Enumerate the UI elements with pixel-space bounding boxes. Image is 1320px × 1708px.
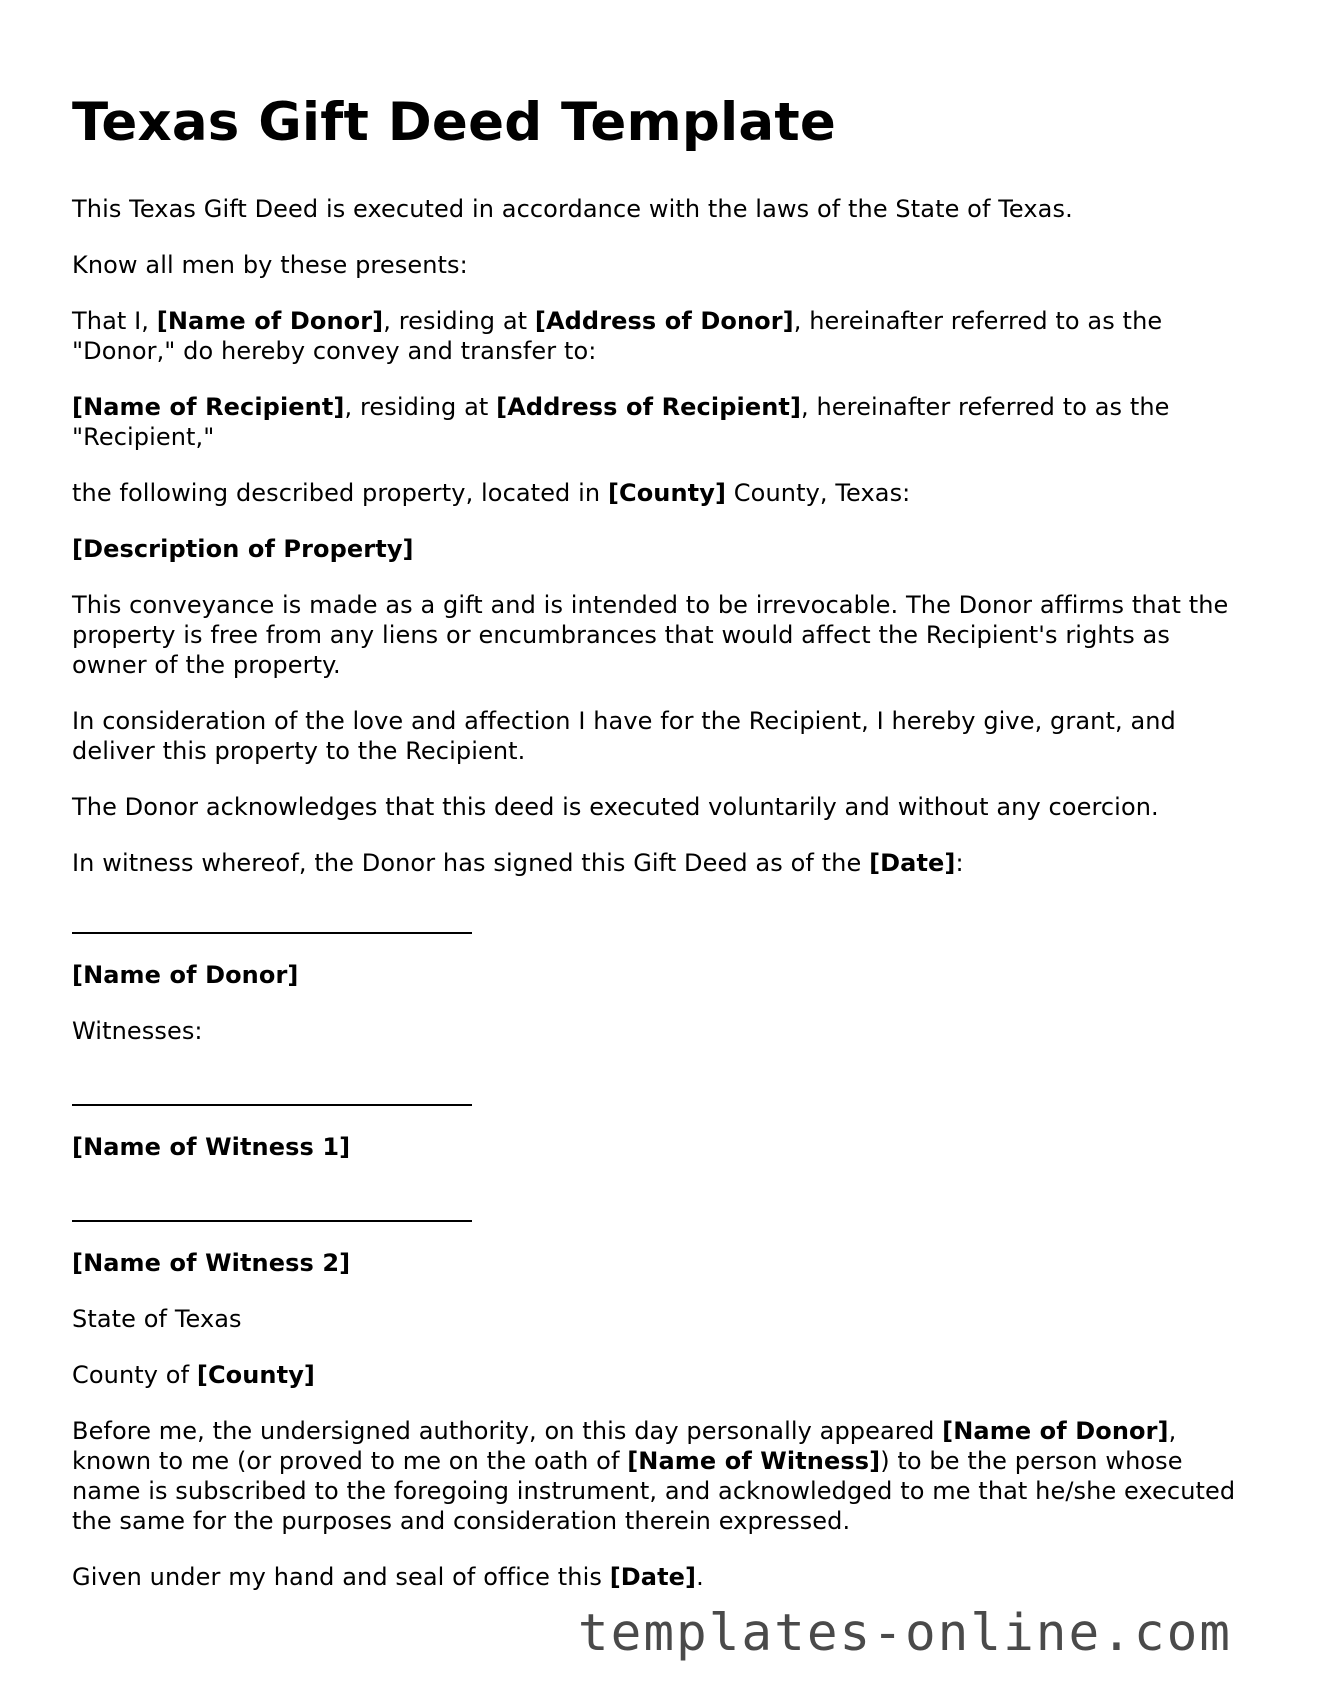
- page-title: Texas Gift Deed Template: [72, 92, 837, 153]
- witness-whereof-paragraph: In witness whereof, the Donor has signed this Gift Deed as of the [Date]:: [72, 849, 964, 877]
- recipient-name-field: [Name of Recipient]: [72, 393, 345, 421]
- recipient-address-field: [Address of Recipient]: [496, 393, 802, 421]
- gift-terms-paragraph: This conveyance is made as a gift and is intended to be irrevocable. The Donor affirms that the property is free from any liens or encumbrances that would affect the Recipient's rights as owner of the property.: [72, 591, 1229, 679]
- notary-donor-field: [Name of Donor]: [942, 1417, 1169, 1445]
- donor-name-field: [Name of Donor]: [156, 307, 384, 335]
- state-line: State of Texas: [72, 1305, 242, 1333]
- voluntary-paragraph: The Donor acknowledges that this deed is executed voluntarily and without any coercion.: [72, 793, 1159, 821]
- document-page: [72, 92, 1252, 1618]
- witness1-signature-name: [Name of Witness 1]: [72, 1133, 351, 1161]
- donor-signature-name: [Name of Donor]: [72, 961, 299, 989]
- notary-paragraph: Before me, the undersigned authority, on this day personally appeared [Name of Donor], known to me (or proved to me on the oath of [Name of Witness]) to be the person whose name is subscribed to the foregoing instrument, and acknowledged to me that he/she executed the same for the purposes and consideration therein expressed.: [72, 1417, 1236, 1535]
- know-all-men-paragraph: Know all men by these presents:: [72, 251, 468, 279]
- witness2-signature-name: [Name of Witness 2]: [72, 1249, 351, 1277]
- county-field: [County]: [607, 479, 727, 507]
- property-location-paragraph: the following described property, located in [County] County, Texas:: [72, 479, 911, 507]
- given-date-field: [Date]: [609, 1563, 697, 1591]
- donor-address-field: [Address of Donor]: [534, 307, 794, 335]
- given-under-paragraph: Given under my hand and seal of office this [Date].: [72, 1563, 704, 1591]
- witness1-signature-line: [72, 1104, 472, 1106]
- consideration-paragraph: In consideration of the love and affection I have for the Recipient, I hereby give, grant, and deliver this property to the Recipient.: [72, 707, 1176, 765]
- notary-county-field: [County]: [196, 1361, 316, 1389]
- property-description-field: [Description of Property]: [72, 535, 414, 563]
- donor-paragraph: That I, [Name of Donor], residing at [Address of Donor], hereinafter referred to as the "Donor," do hereby convey and transfer to:: [72, 307, 1163, 365]
- witnesses-label: Witnesses:: [72, 1017, 203, 1045]
- intro-paragraph: This Texas Gift Deed is executed in accordance with the laws of the State of Texas.: [72, 195, 1073, 223]
- recipient-paragraph: [Name of Recipient], residing at [Address of Recipient], hereinafter referred to as the "Recipient,": [72, 393, 1170, 451]
- county-line: County of [County]: [72, 1361, 316, 1389]
- watermark: templates-online.com: [577, 1604, 1232, 1663]
- notary-witness-field: [Name of Witness]: [627, 1447, 881, 1475]
- donor-signature-line: [72, 932, 472, 934]
- witness2-signature-line: [72, 1220, 472, 1222]
- date-field: [Date]: [869, 849, 956, 877]
